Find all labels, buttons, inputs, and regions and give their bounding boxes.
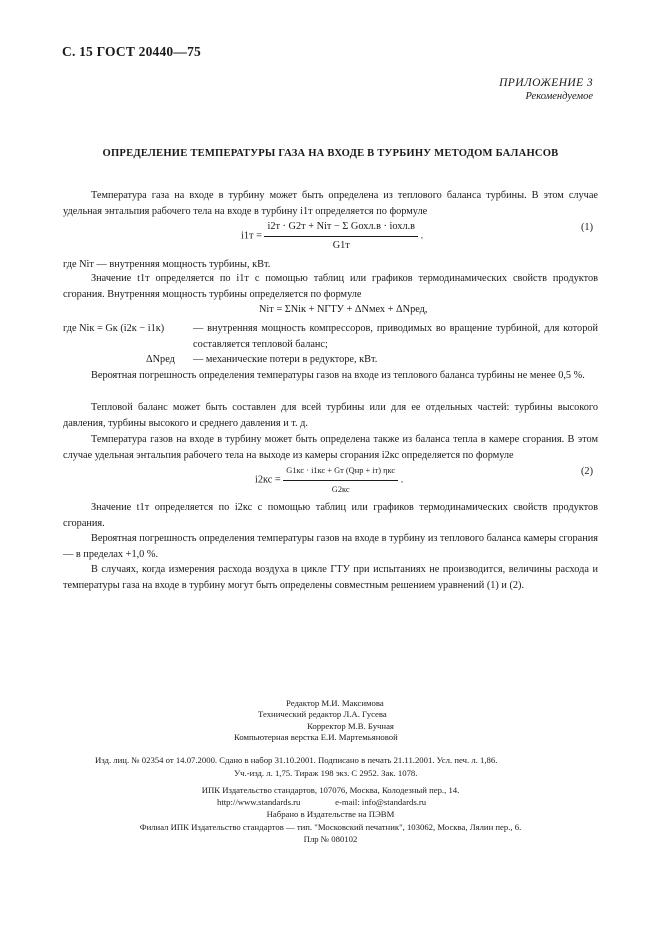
credits-block (228, 698, 488, 743)
paragraph-1: Температура газа на входе в турбину может быть определена из теплового баланса турбины. В этом случае удельная энтальпия рабочего тела на входе в турбину i1т определяется по формуле (63, 190, 598, 217)
imprint-line-7: Плр № 080102 (303, 834, 358, 844)
paragraph-7: Вероятная погрешность определения температуры газов на входе в турбину из теплового баланса камеры сгорания — в пределах +1,0 %. (63, 533, 598, 560)
appendix-status: Рекомендуемое (525, 91, 593, 102)
equation-2: Niт = ΣNiк + NГТУ + ΔNмех + ΔNред, (259, 304, 428, 315)
appendix-block (499, 77, 593, 102)
credit-tech-editor: Технический редактор Л.А. Гусева (258, 709, 387, 720)
equation-2-denominator: G2кс (331, 484, 350, 494)
equation-1: i1т = $\frac{\text{i2т · G2т + Niт − Σ Gохл.в · iохл.в}}{G1т}$ . (241, 219, 423, 253)
equation-2-fraction (283, 463, 398, 497)
paragraph-3: Вероятная погрешность определения температуры газов на входе из теплового баланса турбины не менее 0,5 %. (91, 370, 585, 381)
credit-layout: Компьютерная верстка Е.И. Мартемьяновой (234, 731, 398, 742)
where-niт: где Niт — внутренняя мощность турбины, кВт. (63, 259, 271, 270)
where-desc-2: — механические потери в редукторе, кВт. (193, 354, 378, 365)
equation-1-number: (1) (581, 222, 594, 233)
equation-1-lhs: i1т = (241, 230, 262, 242)
credit-proofreader: Корректор М.В. Бучная (307, 720, 394, 731)
equation-1-fraction (264, 219, 418, 253)
imprint-line-2: Уч.-изд. л. 1,75. Тираж 198 экз. С 2952. Зак. 1078. (234, 768, 418, 778)
imprint-line-5: Набрано в Издательстве на ПЭВМ (266, 809, 395, 819)
appendix-label: ПРИЛОЖЕНИЕ 3 (499, 77, 593, 89)
paragraph-6: Значение t1т определяется по i2кс с помощью таблиц или графиков термодинамических свойств продуктов сгорания. (63, 502, 598, 529)
paragraph-2: Значение t1т определяется по i1т с помощью таблиц или графиков термодинамических свойств продуктов сгорания. Внутренняя мощность турбины определяется по формуле (63, 273, 598, 300)
where-desc-1: — внутренняя мощность компрессоров, приводимых во вращение турбиной, для которой составляется тепловой баланс; (193, 323, 598, 350)
equation-1-denominator: G1т (332, 239, 350, 251)
imprint-line-3: ИПК Издательство стандартов, 107076, Москва, Колодезный пер., 14. (201, 785, 460, 795)
equation-2-formula: i2кс = $\frac{\text{G1кс · i1кс + Gт (Qнр + iт) ηкс}}{G2кс}$ . (255, 463, 403, 497)
paragraph-4: Тепловой баланс может быть составлен для всей турбины или для ее отдельных частей: турбины высокого давления, турбины высокого и среднего давления и т. д. (63, 402, 598, 429)
equation-2-numerator: G1кс · i1кс + Gт (Qнр + iт) ηкс (283, 463, 398, 481)
equation-2-lhs: i2кс = (255, 474, 281, 486)
equation-2-number: (2) (581, 466, 594, 477)
imprint-line-1: Изд. лиц. № 02354 от 14.07.2000. Сдано в набор 31.10.2001. Подписано в печать 21.11.2001. Усл. печ. л. 1,86. (95, 755, 498, 765)
equation-1-numerator: i2т · G2т + Niт − Σ Gохл.в · iохл.в (264, 219, 418, 237)
where-term-1: где Niк = Gк (i2к − i1к) (63, 323, 165, 334)
imprint-line-4: http://www.standards.ru e-mail: info@standards.ru (217, 797, 427, 807)
credit-editor: Редактор М.И. Максимова (286, 698, 384, 708)
page-header: С. 15 ГОСТ 20440—75 (62, 44, 201, 59)
paragraph-8: В случаях, когда измерения расхода воздуха в цикле ГТУ при испытаниях не производится, величины расхода и температуры газа на входе в турбину могут быть определены совместным решением уравнений (1) и (2). (63, 564, 598, 591)
paragraph-5: Температура газов на входе в турбину может быть определена также из баланса тепла в камере сгорания. В этом случае удельная энтальпия рабочего тела на выходе из камеры сгорания i2кс определяется по формуле (63, 434, 598, 461)
imprint-line-6: Филиал ИПК Издательство стандартов — тип. "Московский печатник", 103062, Москва, Лялин пер., 6. (139, 822, 522, 832)
page-title: ОПРЕДЕЛЕНИЕ ТЕМПЕРАТУРЫ ГАЗА НА ВХОДЕ В ТУРБИНУ МЕТОДОМ БАЛАНСОВ (102, 148, 559, 159)
where-term-2: ΔNред (146, 354, 175, 365)
